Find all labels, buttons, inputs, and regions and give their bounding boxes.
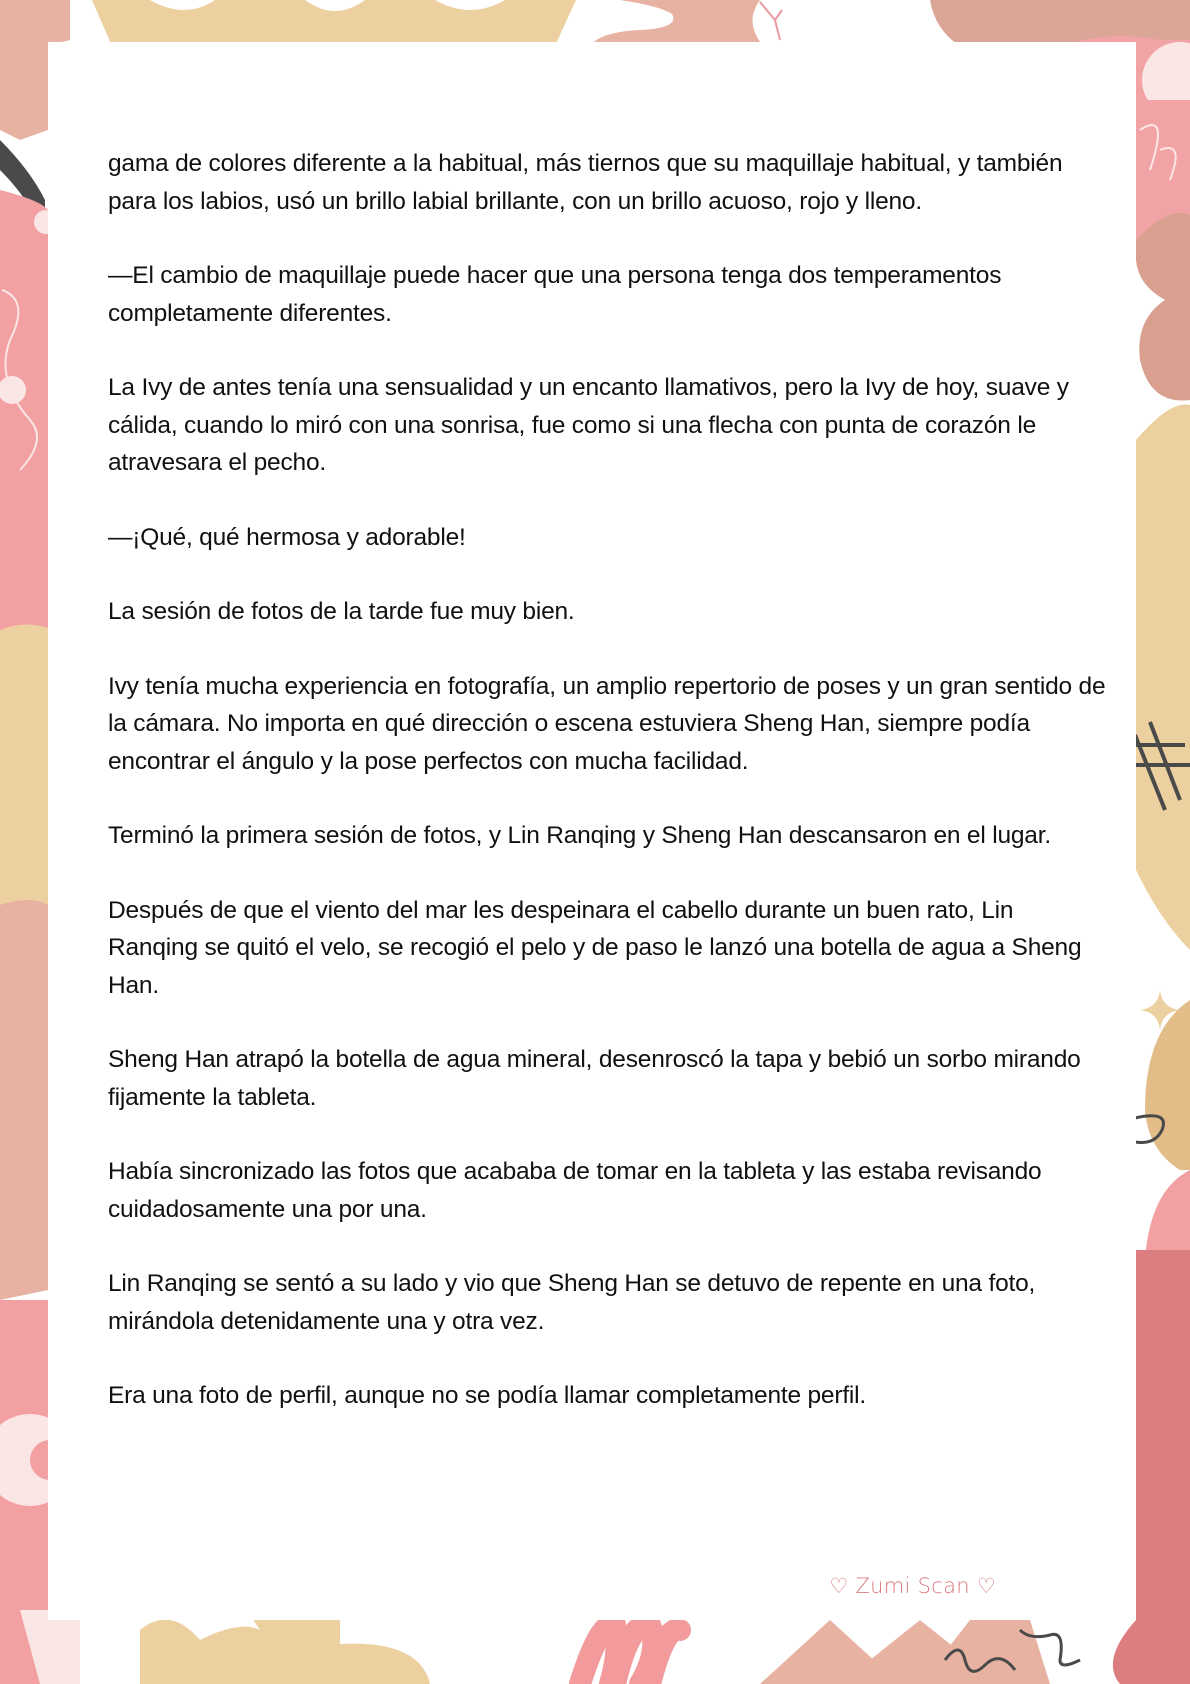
- page-panel: [48, 42, 1136, 1620]
- top-pink-sprig-icon: [760, 2, 782, 40]
- scanlation-watermark: ♡ Zumi Scan ♡: [829, 1574, 996, 1598]
- paragraph-7: Terminó la primera sesión de fotos, y Lin Ranqing y Sheng Han descansaron en el lugar.: [108, 822, 1051, 849]
- paragraph-6: Ivy tenía mucha experiencia en fotografía, un amplio repertorio de poses y un gran sentido de la cámara. No importa en qué dirección o escena estuviera Sheng Han, siempre podía encontrar el ángulo y la pose perfectos con mucha facilidad.: [108, 672, 1106, 775]
- paragraph-2: —El cambio de maquillaje puede hacer que una persona tenga dos temperamentos completamente diferentes.: [108, 262, 1002, 327]
- bottom-salmon-peaks: [760, 1620, 1050, 1684]
- paragraph-12: Era una foto de perfil, aunque no se podía llamar completamente perfil.: [108, 1382, 867, 1409]
- right-brown-blob: [1136, 213, 1190, 401]
- left-sand-shape: [0, 624, 48, 930]
- right-sand-shape: [1136, 404, 1190, 950]
- left-salmon-shape: [0, 900, 48, 1300]
- paragraph-3: La Ivy de antes tenía una sensualidad y un encanto llamativos, pero la Ivy de hoy, suave y cálida, cuando lo miró con una sonrisa, fue como si una flecha con punta de corazón le atravesara el pecho.: [108, 374, 1069, 476]
- paragraph-9: Sheng Han atrapó la botella de agua mineral, desenroscó la tapa y bebió un sorbo mirando fijamente la tableta.: [108, 1046, 1081, 1111]
- right-bottom-pink-shape: [1145, 1170, 1190, 1260]
- paragraph-5: La sesión de fotos de la tarde fue muy bien.: [108, 598, 575, 625]
- paragraph-11: Lin Ranqing se sentó a su lado y vio que Sheng Han se detuvo de repente en una foto, mirándola detenidamente una y otra vez.: [108, 1270, 1036, 1335]
- paragraph-4: —¡Qué, qué hermosa y adorable!: [108, 523, 466, 551]
- top-salmon-wave: [590, 0, 760, 46]
- paragraph-10: Había sincronizado las fotos que acababa de tomar en la tableta y las estaba revisando cuidadosamente una por una.: [108, 1158, 1042, 1223]
- paragraph-1: gama de colores diferente a la habitual, más tiernos que su maquillaje habitual, y también para los labios, usó un brillo labial brillante, con un brillo acuoso, rojo y lleno.: [108, 150, 1063, 215]
- bottom-pink-scribble: [580, 1625, 680, 1684]
- left-pink-shape: [0, 190, 48, 640]
- paragraph-8: Después de que el viento del mar les despeinara el cabello durante un buen rato, Lin Ranqing se quitó el velo, se recogió el pelo y de paso le lanzó una botella de agua a Sheng Han.: [108, 896, 1082, 999]
- right-tan-blob: [1145, 1000, 1190, 1170]
- document-body: [108, 145, 1108, 1452]
- top-sand-shape: [92, 0, 576, 46]
